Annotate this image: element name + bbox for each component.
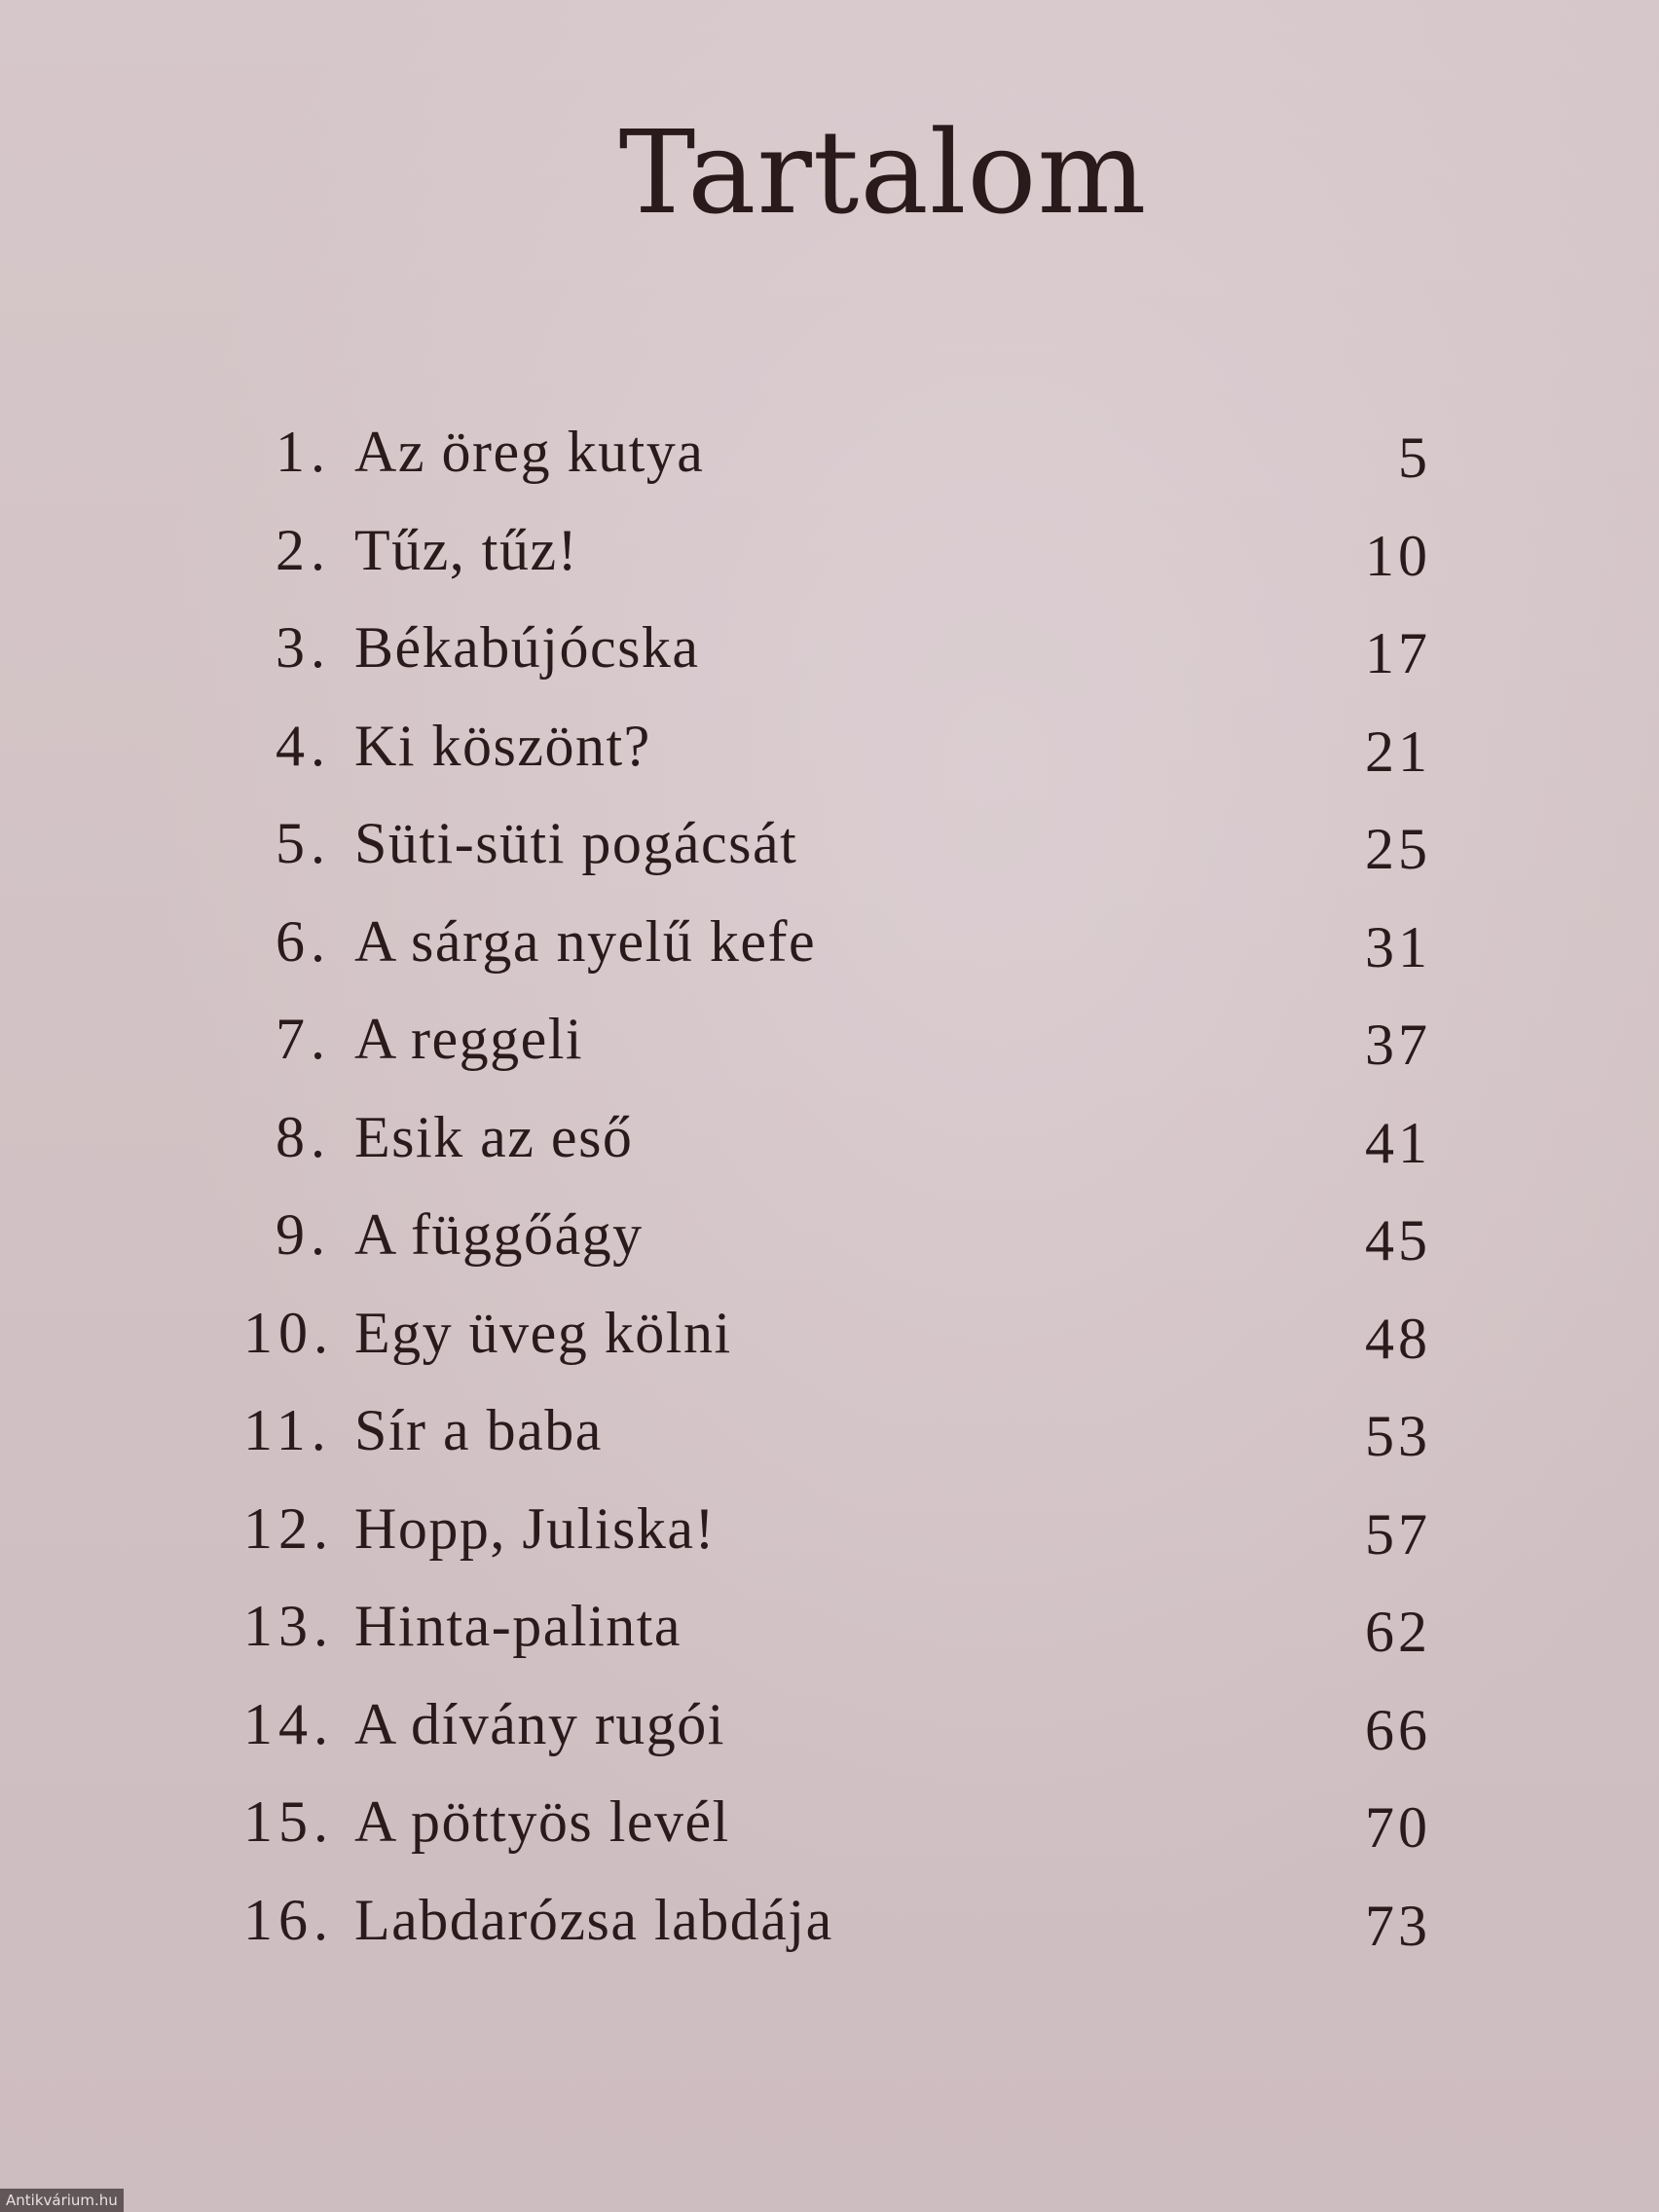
toc-entry xyxy=(243,903,1431,1001)
toc-entry-page: 66 xyxy=(1365,1697,1431,1762)
toc-entry-number: 1. xyxy=(276,420,331,484)
toc-entry-number: 3. xyxy=(276,615,331,680)
page-title: Tartalom xyxy=(618,105,1148,240)
toc-entry-page: 48 xyxy=(1365,1306,1431,1371)
toc-entry xyxy=(243,1881,1431,1979)
toc-entry-title: A sárga nyelű kefe xyxy=(354,908,817,974)
toc-entry-page: 21 xyxy=(1365,719,1431,784)
toc-entry-page: 10 xyxy=(1365,523,1431,588)
toc-entry xyxy=(243,1391,1431,1490)
toc-entry-number: 10. xyxy=(243,1300,334,1365)
toc-entry xyxy=(243,1490,1431,1588)
toc-entry-title: Hopp, Juliska! xyxy=(354,1495,716,1561)
toc-entry-number: 9. xyxy=(276,1202,331,1267)
toc-entry-page: 53 xyxy=(1365,1404,1431,1468)
toc-entry xyxy=(243,1000,1431,1098)
table-of-contents xyxy=(243,413,1431,1978)
toc-entry-number: 7. xyxy=(276,1007,331,1071)
toc-entry-title: Tűz, tűz! xyxy=(354,517,579,582)
toc-entry-title: Ki köszönt? xyxy=(354,713,651,778)
toc-entry-page: 31 xyxy=(1365,914,1431,979)
toc-entry-number: 2. xyxy=(276,517,331,582)
toc-entry-title: A dívány rugói xyxy=(354,1691,725,1756)
toc-entry-title: Hinta-palinta xyxy=(354,1594,682,1658)
toc-entry-page: 73 xyxy=(1365,1893,1431,1958)
toc-entry-title: Békabújócska xyxy=(354,615,700,680)
toc-entry-number: 6. xyxy=(276,908,331,974)
toc-entry-number: 14. xyxy=(243,1691,334,1756)
toc-entry xyxy=(243,1294,1431,1392)
toc-entry-page: 62 xyxy=(1365,1600,1431,1664)
toc-entry-number: 8. xyxy=(276,1104,331,1169)
toc-entry-number: 13. xyxy=(243,1594,334,1658)
toc-entry xyxy=(243,707,1431,805)
toc-entry-title: A reggeli xyxy=(354,1007,584,1071)
toc-entry-page: 37 xyxy=(1365,1013,1431,1077)
toc-entry-number: 5. xyxy=(276,811,331,875)
toc-entry xyxy=(243,1098,1431,1197)
toc-entry-page: 45 xyxy=(1365,1208,1431,1272)
toc-entry-title: Sír a baba xyxy=(354,1398,603,1462)
toc-entry xyxy=(243,804,1431,903)
toc-entry-title: Egy üveg kölni xyxy=(354,1300,732,1365)
toc-entry-page: 57 xyxy=(1365,1501,1431,1567)
toc-entry-number: 12. xyxy=(243,1495,334,1561)
toc-entry-title: A függőágy xyxy=(354,1202,644,1267)
toc-entry xyxy=(243,1685,1431,1784)
toc-entry xyxy=(243,608,1431,707)
toc-entry-title: Süti-süti pogácsát xyxy=(354,811,798,875)
toc-entry xyxy=(243,1783,1431,1881)
toc-entry xyxy=(243,1587,1431,1685)
toc-entry xyxy=(243,1196,1431,1294)
toc-entry-page: 70 xyxy=(1365,1795,1431,1860)
toc-entry-title: Esik az eső xyxy=(354,1104,634,1169)
toc-entry-number: 11. xyxy=(243,1398,332,1462)
watermark: Antikvárium.hu xyxy=(0,2189,124,2212)
toc-entry-number: 4. xyxy=(276,713,331,778)
toc-entry xyxy=(243,413,1431,511)
toc-entry-page: 5 xyxy=(1398,425,1431,490)
toc-entry-title: Az öreg kutya xyxy=(354,420,705,484)
toc-entry-page: 25 xyxy=(1365,817,1431,881)
toc-entry-page: 41 xyxy=(1365,1110,1431,1175)
toc-entry-title: Labdarózsa labdája xyxy=(354,1887,833,1952)
toc-entry xyxy=(243,511,1431,609)
toc-entry-page: 17 xyxy=(1365,621,1431,685)
toc-entry-title: A pöttyös levél xyxy=(354,1789,730,1854)
toc-entry-number: 15. xyxy=(243,1789,334,1854)
toc-entry-number: 16. xyxy=(243,1887,334,1952)
